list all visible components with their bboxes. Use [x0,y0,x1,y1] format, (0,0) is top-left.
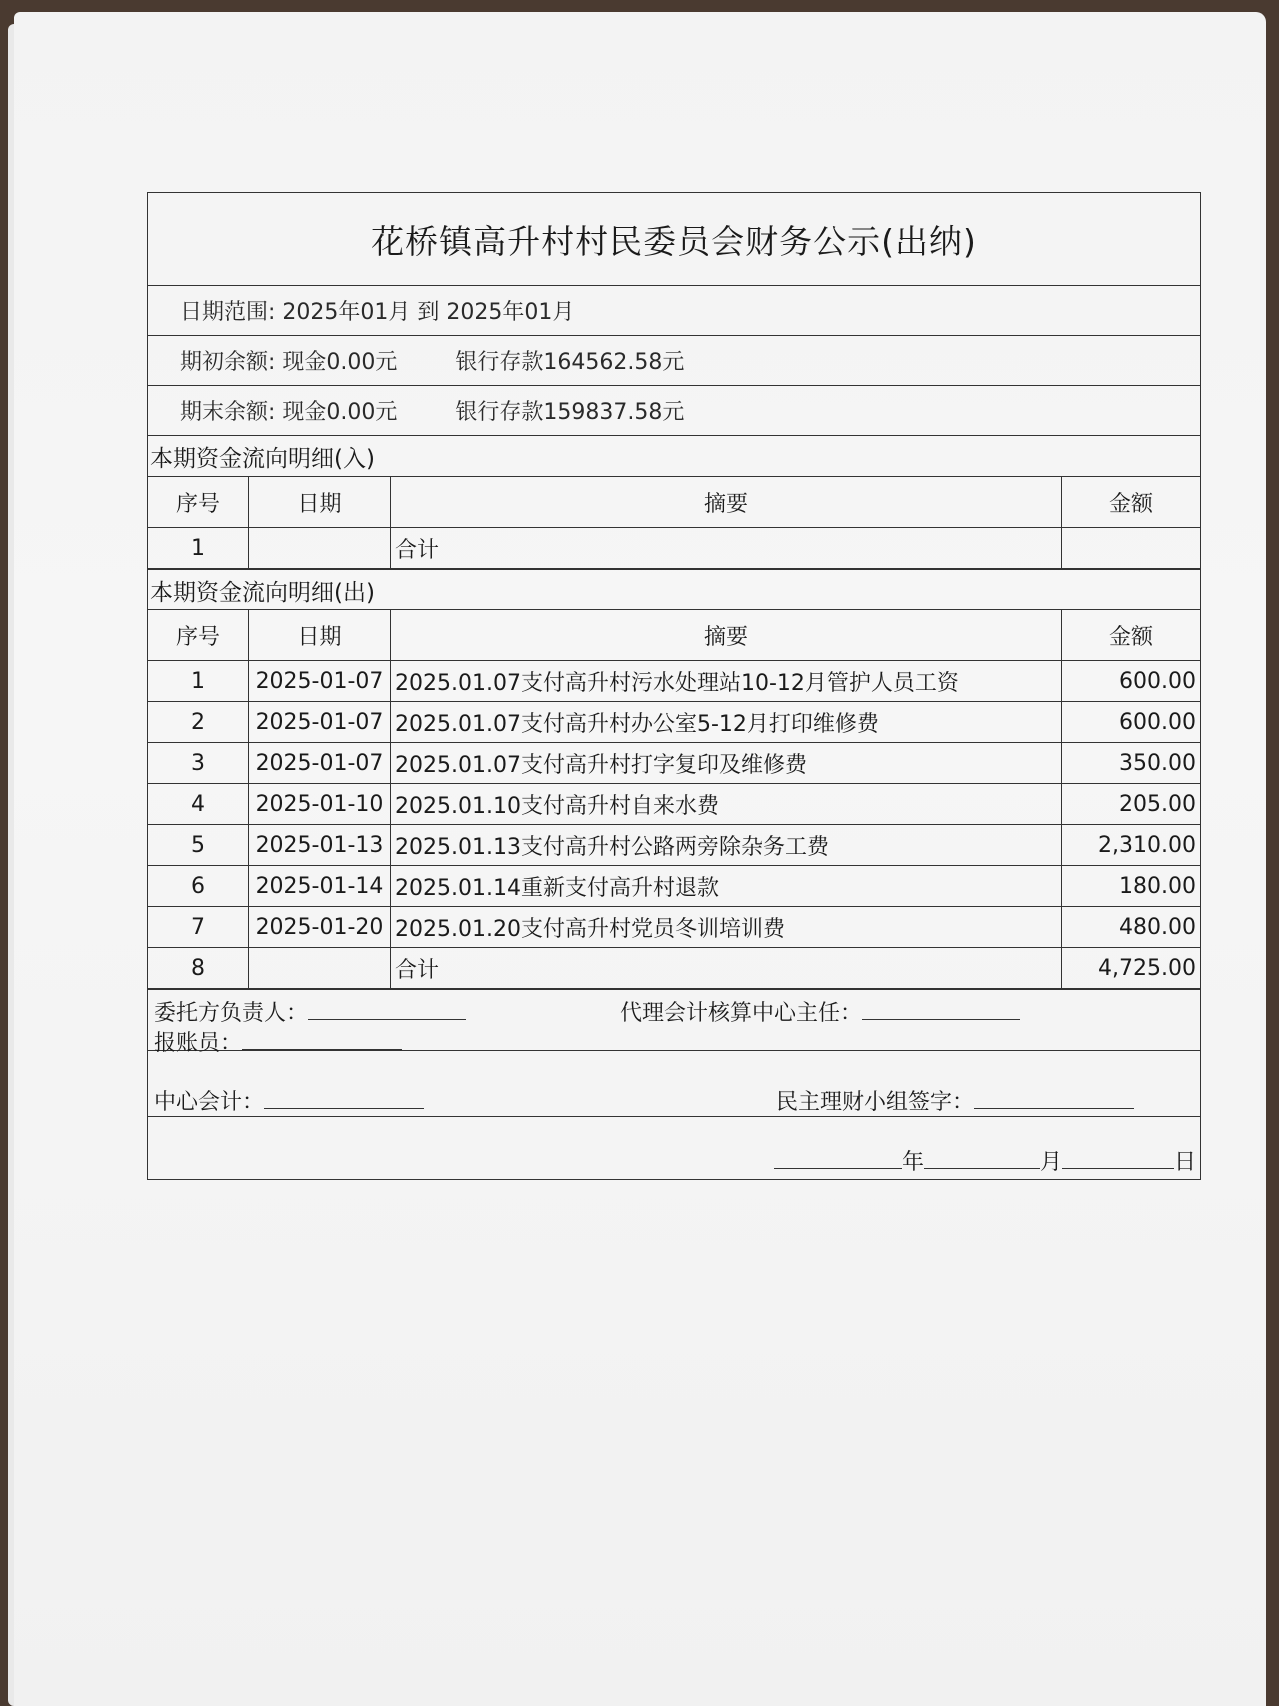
opening-balance-row [148,336,1200,386]
table-row [148,825,1200,866]
day-label: 日 [1173,1150,1196,1175]
cell-amount: 600.00 [1062,702,1201,743]
inflow-table-wrap [148,476,1200,569]
header-date: 日期 [249,610,391,661]
clerk-label: 报账员： [154,1031,243,1056]
cell-desc: 2025.01.20支付高升村党员冬训培训费 [391,907,1062,948]
table-row [148,907,1200,948]
date-row [148,1117,1200,1179]
accountant-label: 中心会计： [154,1090,265,1115]
finance-notice-form [147,192,1201,1180]
cell-no: 8 [148,948,249,989]
director-signature-line [862,1001,1020,1020]
cell-date [249,948,391,989]
inflow-header-row [148,477,1200,528]
header-desc: 摘要 [391,477,1062,528]
closing-bank: 银行存款159837.58元 [455,400,685,425]
cell-date: 2025-01-10 [249,784,391,825]
cell-desc: 2025.01.07支付高升村办公室5-12月打印维修费 [391,702,1062,743]
header-desc: 摘要 [391,610,1062,661]
cell-amount: 600.00 [1062,661,1201,702]
date-range-row [148,286,1200,336]
cell-no: 5 [148,825,249,866]
cell-no: 2 [148,702,249,743]
outflow-table [148,609,1200,989]
cell-desc: 2025.01.07支付高升村打字复印及维修费 [391,743,1062,784]
title-row [148,193,1200,286]
cell-no: 1 [148,661,249,702]
cell-desc: 合计 [391,948,1062,989]
cell-date [249,528,391,569]
header-amount: 金额 [1062,610,1201,661]
cell-desc: 2025.01.10支付高升村自来水费 [391,784,1062,825]
cell-amount: 350.00 [1062,743,1201,784]
cell-no: 6 [148,866,249,907]
outflow-header-row [148,610,1200,661]
cell-amount: 480.00 [1062,907,1201,948]
inflow-table [148,476,1200,569]
cell-date: 2025-01-20 [249,907,391,948]
month-line [924,1150,1040,1169]
date-range: 日期范围: 2025年01月 到 2025年01月 [180,300,575,325]
cell-date: 2025-01-13 [249,825,391,866]
cell-date: 2025-01-07 [249,661,391,702]
cell-amount [1062,528,1201,569]
table-row [148,702,1200,743]
cell-amount: 4,725.00 [1062,948,1201,989]
table-row [148,528,1200,569]
year-line [774,1150,902,1169]
cell-desc: 2025.01.14重新支付高升村退款 [391,866,1062,907]
cell-date: 2025-01-14 [249,866,391,907]
signature-row-2 [148,1051,1200,1117]
outflow-table-wrap [148,609,1200,989]
day-line [1062,1150,1174,1169]
director-label: 代理会计核算中心主任： [620,1001,863,1026]
outflow-section-label: 本期资金流向明细(出) [148,569,1200,609]
cell-no: 7 [148,907,249,948]
group-label: 民主理财小组签字： [776,1090,975,1115]
table-row [148,948,1200,989]
header-no: 序号 [148,610,249,661]
cell-amount: 205.00 [1062,784,1201,825]
closing-balance-row [148,386,1200,436]
group-signature-line [974,1090,1134,1109]
header-no: 序号 [148,477,249,528]
table-row [148,661,1200,702]
signature-row-1 [148,989,1200,1056]
cell-desc: 2025.01.07支付高升村污水处理站10-12月管护人员工资 [391,661,1062,702]
cell-desc: 2025.01.13支付高升村公路两旁除杂务工费 [391,825,1062,866]
closing-cash: 期末余额: 现金0.00元 [180,400,398,425]
table-row [148,866,1200,907]
header-date: 日期 [249,477,391,528]
page-title: 花桥镇高升村村民委员会财务公示(出纳) [371,221,977,261]
cell-date: 2025-01-07 [249,702,391,743]
header-amount: 金额 [1062,477,1201,528]
principal-label: 委托方负责人： [154,1001,309,1026]
table-row [148,784,1200,825]
cell-date: 2025-01-07 [249,743,391,784]
cell-desc: 合计 [391,528,1062,569]
principal-signature-line [308,1001,466,1020]
table-row [148,743,1200,784]
clerk-signature-line [242,1031,402,1050]
cell-amount: 2,310.00 [1062,825,1201,866]
cell-no: 3 [148,743,249,784]
cell-no: 4 [148,784,249,825]
year-label: 年 [901,1150,924,1175]
cell-no: 1 [148,528,249,569]
cell-amount: 180.00 [1062,866,1201,907]
month-label: 月 [1039,1150,1062,1175]
inflow-section-label: 本期资金流向明细(入) [150,446,375,472]
opening-bank: 银行存款164562.58元 [455,350,685,375]
accountant-signature-line [264,1090,424,1109]
opening-cash: 期初余额: 现金0.00元 [180,350,398,375]
